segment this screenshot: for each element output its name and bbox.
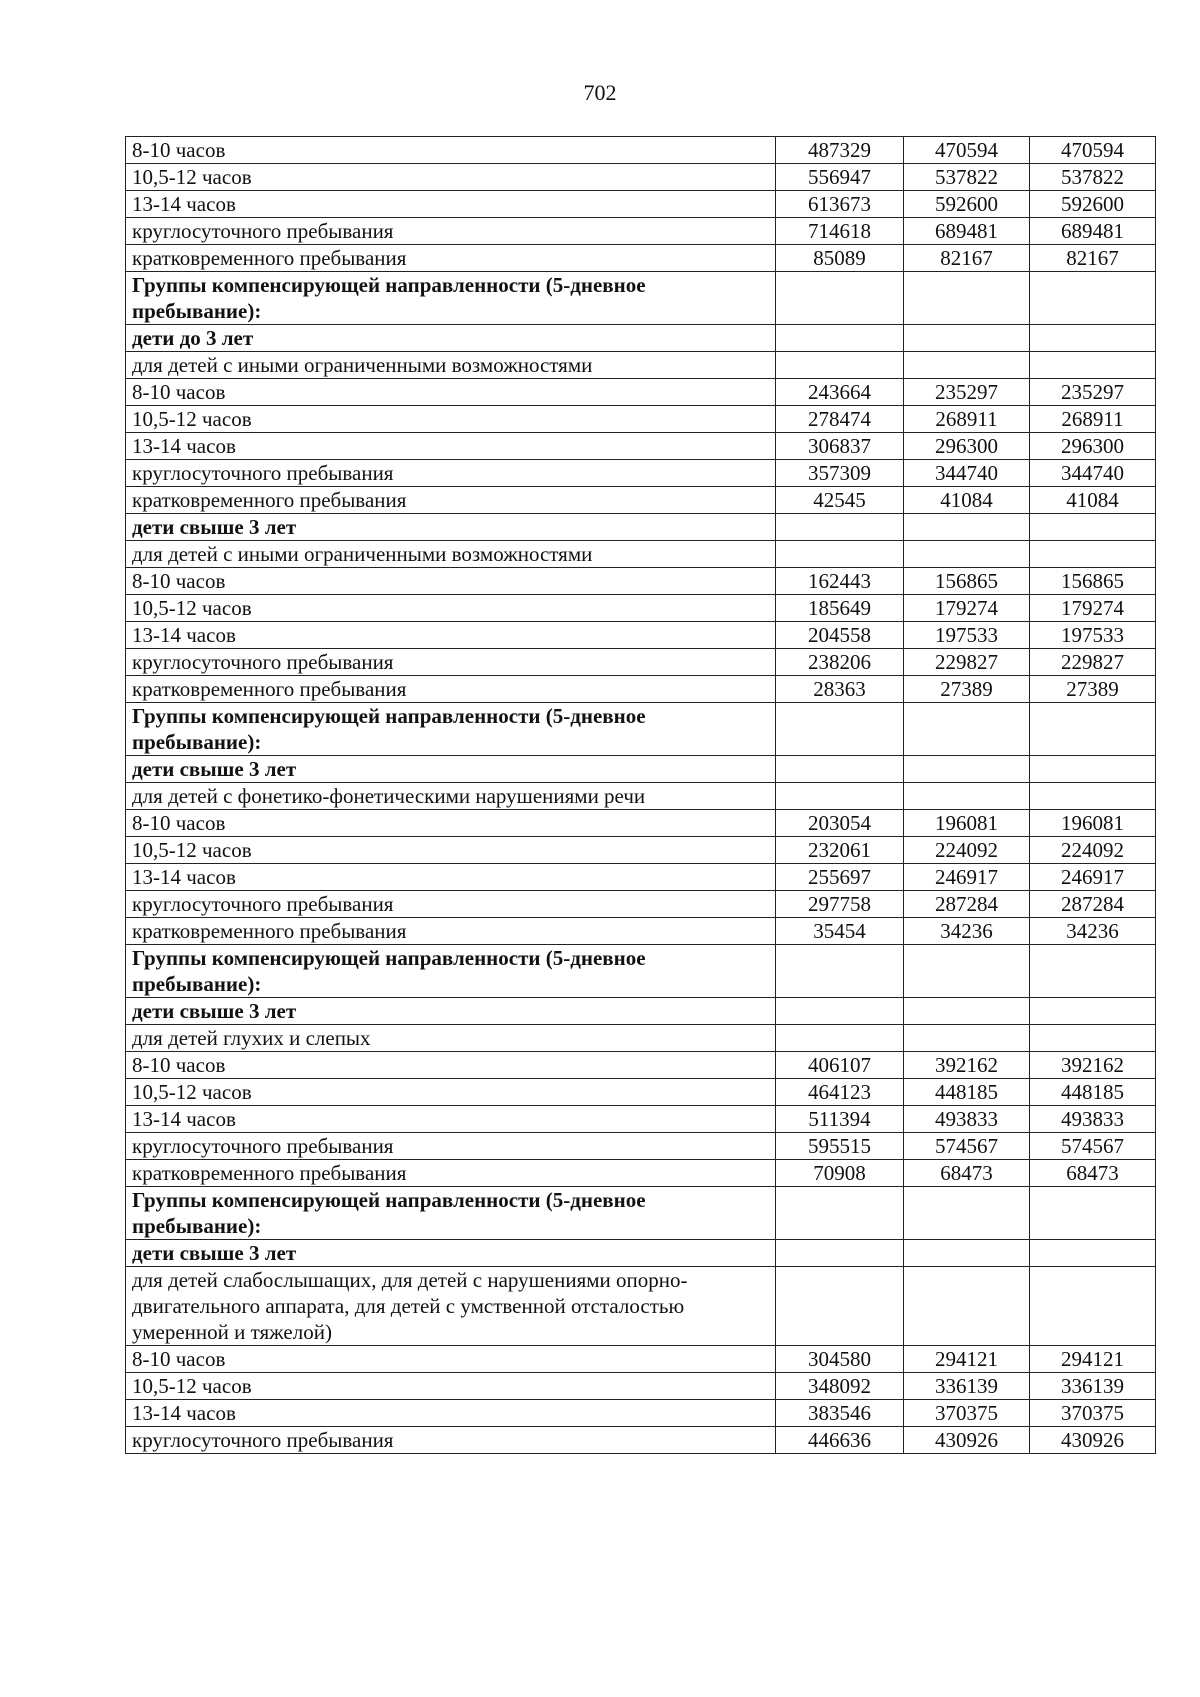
row-value-3: 370375 bbox=[1030, 1400, 1156, 1427]
row-value-2 bbox=[904, 783, 1030, 810]
row-value-3 bbox=[1030, 783, 1156, 810]
row-value-1: 42545 bbox=[776, 487, 904, 514]
table-row bbox=[126, 1079, 1156, 1106]
table-row bbox=[126, 352, 1156, 379]
row-label: 10,5-12 часов bbox=[126, 1079, 776, 1106]
row-value-2: 392162 bbox=[904, 1052, 1030, 1079]
row-value-3: 246917 bbox=[1030, 864, 1156, 891]
row-value-2 bbox=[904, 514, 1030, 541]
row-value-2: 68473 bbox=[904, 1160, 1030, 1187]
table-row bbox=[126, 514, 1156, 541]
row-value-3 bbox=[1030, 945, 1156, 998]
row-value-2 bbox=[904, 998, 1030, 1025]
row-label: кратковременного пребывания bbox=[126, 676, 776, 703]
row-value-1 bbox=[776, 541, 904, 568]
table-row bbox=[126, 433, 1156, 460]
row-value-2: 224092 bbox=[904, 837, 1030, 864]
row-value-1: 714618 bbox=[776, 218, 904, 245]
row-label: 13-14 часов bbox=[126, 1106, 776, 1133]
row-label: 8-10 часов bbox=[126, 137, 776, 164]
row-label: 8-10 часов bbox=[126, 810, 776, 837]
row-value-3 bbox=[1030, 514, 1156, 541]
row-label: 8-10 часов bbox=[126, 379, 776, 406]
table-row bbox=[126, 406, 1156, 433]
row-value-3: 27389 bbox=[1030, 676, 1156, 703]
row-value-1: 70908 bbox=[776, 1160, 904, 1187]
row-label: кратковременного пребывания bbox=[126, 487, 776, 514]
table-row bbox=[126, 379, 1156, 406]
row-value-2: 344740 bbox=[904, 460, 1030, 487]
row-value-1: 278474 bbox=[776, 406, 904, 433]
table-row bbox=[126, 245, 1156, 272]
row-value-1: 28363 bbox=[776, 676, 904, 703]
row-label: дети до 3 лет bbox=[126, 325, 776, 352]
row-value-1: 348092 bbox=[776, 1373, 904, 1400]
table-row bbox=[126, 622, 1156, 649]
row-value-3 bbox=[1030, 1240, 1156, 1267]
row-value-3 bbox=[1030, 352, 1156, 379]
table-row bbox=[126, 460, 1156, 487]
row-value-1: 487329 bbox=[776, 137, 904, 164]
table-row bbox=[126, 325, 1156, 352]
row-value-1 bbox=[776, 1187, 904, 1240]
row-value-1 bbox=[776, 756, 904, 783]
tariff-table bbox=[125, 136, 1156, 1454]
row-value-1: 255697 bbox=[776, 864, 904, 891]
row-label: 10,5-12 часов bbox=[126, 1373, 776, 1400]
row-label: кратковременного пребывания bbox=[126, 1160, 776, 1187]
row-value-2 bbox=[904, 1267, 1030, 1346]
table-row bbox=[126, 756, 1156, 783]
row-value-1 bbox=[776, 998, 904, 1025]
row-value-3: 493833 bbox=[1030, 1106, 1156, 1133]
row-value-2 bbox=[904, 352, 1030, 379]
row-value-3: 537822 bbox=[1030, 164, 1156, 191]
row-value-1: 511394 bbox=[776, 1106, 904, 1133]
table-row bbox=[126, 1160, 1156, 1187]
row-value-3: 229827 bbox=[1030, 649, 1156, 676]
row-value-1: 595515 bbox=[776, 1133, 904, 1160]
row-value-3: 287284 bbox=[1030, 891, 1156, 918]
row-value-1: 35454 bbox=[776, 918, 904, 945]
table-row bbox=[126, 810, 1156, 837]
row-label: для детей слабослышащих, для детей с нарушениями опорно-двигательного аппарата, для детей с умственной отсталостью умеренной и тяжелой) bbox=[126, 1267, 776, 1346]
table-row bbox=[126, 918, 1156, 945]
row-value-1 bbox=[776, 272, 904, 325]
table-row bbox=[126, 1346, 1156, 1373]
row-value-3: 392162 bbox=[1030, 1052, 1156, 1079]
row-value-2: 537822 bbox=[904, 164, 1030, 191]
row-value-2: 336139 bbox=[904, 1373, 1030, 1400]
page-number: 702 bbox=[583, 80, 617, 105]
row-value-3: 197533 bbox=[1030, 622, 1156, 649]
row-value-2 bbox=[904, 756, 1030, 783]
row-value-3: 41084 bbox=[1030, 487, 1156, 514]
row-value-2 bbox=[904, 703, 1030, 756]
row-label: круглосуточного пребывания bbox=[126, 649, 776, 676]
table-row bbox=[126, 541, 1156, 568]
table-row bbox=[126, 595, 1156, 622]
table-row bbox=[126, 1240, 1156, 1267]
row-value-1: 406107 bbox=[776, 1052, 904, 1079]
row-label: Группы компенсирующей направленности (5-дневное пребывание): bbox=[126, 1187, 776, 1240]
row-value-3: 294121 bbox=[1030, 1346, 1156, 1373]
row-value-2: 287284 bbox=[904, 891, 1030, 918]
row-label: 13-14 часов bbox=[126, 1400, 776, 1427]
row-value-3: 68473 bbox=[1030, 1160, 1156, 1187]
row-value-2: 41084 bbox=[904, 487, 1030, 514]
row-value-3: 179274 bbox=[1030, 595, 1156, 622]
row-label: 13-14 часов bbox=[126, 433, 776, 460]
table-row bbox=[126, 191, 1156, 218]
row-value-3: 196081 bbox=[1030, 810, 1156, 837]
table-row bbox=[126, 487, 1156, 514]
row-value-2: 294121 bbox=[904, 1346, 1030, 1373]
table-row bbox=[126, 864, 1156, 891]
row-value-2: 196081 bbox=[904, 810, 1030, 837]
table-row bbox=[126, 945, 1156, 998]
table-row bbox=[126, 783, 1156, 810]
row-value-1 bbox=[776, 703, 904, 756]
row-value-1 bbox=[776, 945, 904, 998]
table-row bbox=[126, 1400, 1156, 1427]
table-row bbox=[126, 218, 1156, 245]
row-value-1: 446636 bbox=[776, 1427, 904, 1454]
row-value-3: 430926 bbox=[1030, 1427, 1156, 1454]
row-label: круглосуточного пребывания bbox=[126, 1427, 776, 1454]
row-value-1 bbox=[776, 352, 904, 379]
row-value-2: 82167 bbox=[904, 245, 1030, 272]
row-label: кратковременного пребывания bbox=[126, 245, 776, 272]
row-label: круглосуточного пребывания bbox=[126, 460, 776, 487]
table-row bbox=[126, 891, 1156, 918]
row-label: кратковременного пребывания bbox=[126, 918, 776, 945]
table-row bbox=[126, 1187, 1156, 1240]
row-label: 8-10 часов bbox=[126, 1346, 776, 1373]
row-value-3: 296300 bbox=[1030, 433, 1156, 460]
row-value-2 bbox=[904, 1240, 1030, 1267]
row-value-1: 357309 bbox=[776, 460, 904, 487]
row-value-1: 464123 bbox=[776, 1079, 904, 1106]
row-value-1 bbox=[776, 325, 904, 352]
row-value-2: 592600 bbox=[904, 191, 1030, 218]
row-value-2: 197533 bbox=[904, 622, 1030, 649]
row-value-2: 27389 bbox=[904, 676, 1030, 703]
table-row bbox=[126, 703, 1156, 756]
row-value-3 bbox=[1030, 1187, 1156, 1240]
row-label: круглосуточного пребывания bbox=[126, 891, 776, 918]
table-row bbox=[126, 272, 1156, 325]
row-label: для детей с фонетико-фонетическими нарушениями речи bbox=[126, 783, 776, 810]
row-label: 10,5-12 часов bbox=[126, 595, 776, 622]
row-value-3 bbox=[1030, 1267, 1156, 1346]
row-value-2: 574567 bbox=[904, 1133, 1030, 1160]
row-value-2: 156865 bbox=[904, 568, 1030, 595]
table-row bbox=[126, 137, 1156, 164]
row-value-3 bbox=[1030, 541, 1156, 568]
row-value-3: 34236 bbox=[1030, 918, 1156, 945]
row-label: круглосуточного пребывания bbox=[126, 1133, 776, 1160]
row-value-2 bbox=[904, 1025, 1030, 1052]
row-value-2: 370375 bbox=[904, 1400, 1030, 1427]
row-value-2 bbox=[904, 272, 1030, 325]
row-value-1: 204558 bbox=[776, 622, 904, 649]
row-value-2: 229827 bbox=[904, 649, 1030, 676]
row-value-2 bbox=[904, 1187, 1030, 1240]
row-label: 8-10 часов bbox=[126, 1052, 776, 1079]
row-value-1 bbox=[776, 514, 904, 541]
row-value-2: 296300 bbox=[904, 433, 1030, 460]
row-value-3 bbox=[1030, 1025, 1156, 1052]
row-value-1: 162443 bbox=[776, 568, 904, 595]
row-value-1: 383546 bbox=[776, 1400, 904, 1427]
row-label: Группы компенсирующей направленности (5-дневное пребывание): bbox=[126, 272, 776, 325]
row-value-3 bbox=[1030, 998, 1156, 1025]
table-row bbox=[126, 1025, 1156, 1052]
row-value-2 bbox=[904, 325, 1030, 352]
table-row bbox=[126, 837, 1156, 864]
row-value-2: 246917 bbox=[904, 864, 1030, 891]
row-label: Группы компенсирующей направленности (5-дневное пребывание): bbox=[126, 703, 776, 756]
row-value-2 bbox=[904, 541, 1030, 568]
row-value-1: 304580 bbox=[776, 1346, 904, 1373]
table-row bbox=[126, 568, 1156, 595]
row-value-2: 430926 bbox=[904, 1427, 1030, 1454]
row-value-3: 470594 bbox=[1030, 137, 1156, 164]
row-value-1: 85089 bbox=[776, 245, 904, 272]
row-value-3: 156865 bbox=[1030, 568, 1156, 595]
row-value-1 bbox=[776, 1025, 904, 1052]
row-value-1: 203054 bbox=[776, 810, 904, 837]
row-value-2: 268911 bbox=[904, 406, 1030, 433]
table-row bbox=[126, 649, 1156, 676]
row-label: 13-14 часов bbox=[126, 191, 776, 218]
row-value-1: 243664 bbox=[776, 379, 904, 406]
table-row bbox=[126, 164, 1156, 191]
row-label: дети свыше 3 лет bbox=[126, 756, 776, 783]
row-label: круглосуточного пребывания bbox=[126, 218, 776, 245]
row-value-3 bbox=[1030, 703, 1156, 756]
row-value-2: 448185 bbox=[904, 1079, 1030, 1106]
row-value-3: 235297 bbox=[1030, 379, 1156, 406]
row-label: дети свыше 3 лет bbox=[126, 998, 776, 1025]
row-value-1: 297758 bbox=[776, 891, 904, 918]
table-row bbox=[126, 1133, 1156, 1160]
row-label: для детей с иными ограниченными возможностями bbox=[126, 352, 776, 379]
row-value-2: 235297 bbox=[904, 379, 1030, 406]
row-label: 10,5-12 часов bbox=[126, 837, 776, 864]
row-value-1 bbox=[776, 1240, 904, 1267]
row-value-3: 448185 bbox=[1030, 1079, 1156, 1106]
row-label: 8-10 часов bbox=[126, 568, 776, 595]
row-value-3: 689481 bbox=[1030, 218, 1156, 245]
row-label: для детей с иными ограниченными возможностями bbox=[126, 541, 776, 568]
row-label: Группы компенсирующей направленности (5-дневное пребывание): bbox=[126, 945, 776, 998]
row-value-2: 493833 bbox=[904, 1106, 1030, 1133]
table-row bbox=[126, 1373, 1156, 1400]
table-row bbox=[126, 1052, 1156, 1079]
row-value-1: 238206 bbox=[776, 649, 904, 676]
row-value-3 bbox=[1030, 756, 1156, 783]
row-value-2: 689481 bbox=[904, 218, 1030, 245]
row-value-3: 268911 bbox=[1030, 406, 1156, 433]
row-value-1 bbox=[776, 783, 904, 810]
row-value-2: 470594 bbox=[904, 137, 1030, 164]
row-value-1: 232061 bbox=[776, 837, 904, 864]
table-row bbox=[126, 1106, 1156, 1133]
row-value-1: 185649 bbox=[776, 595, 904, 622]
row-value-3: 344740 bbox=[1030, 460, 1156, 487]
row-value-1 bbox=[776, 1267, 904, 1346]
row-value-2: 34236 bbox=[904, 918, 1030, 945]
row-value-3: 592600 bbox=[1030, 191, 1156, 218]
row-label: 13-14 часов bbox=[126, 864, 776, 891]
row-value-1: 556947 bbox=[776, 164, 904, 191]
row-label: для детей глухих и слепых bbox=[126, 1025, 776, 1052]
row-value-3: 574567 bbox=[1030, 1133, 1156, 1160]
row-value-1: 613673 bbox=[776, 191, 904, 218]
row-value-1: 306837 bbox=[776, 433, 904, 460]
row-label: 13-14 часов bbox=[126, 622, 776, 649]
row-value-3 bbox=[1030, 272, 1156, 325]
row-label: 10,5-12 часов bbox=[126, 164, 776, 191]
row-label: дети свыше 3 лет bbox=[126, 514, 776, 541]
row-value-3 bbox=[1030, 325, 1156, 352]
row-value-3: 336139 bbox=[1030, 1373, 1156, 1400]
table-row bbox=[126, 1267, 1156, 1346]
row-label: дети свыше 3 лет bbox=[126, 1240, 776, 1267]
row-value-2 bbox=[904, 945, 1030, 998]
row-value-3: 82167 bbox=[1030, 245, 1156, 272]
row-value-3: 224092 bbox=[1030, 837, 1156, 864]
row-label: 10,5-12 часов bbox=[126, 406, 776, 433]
table-row bbox=[126, 998, 1156, 1025]
table-row bbox=[126, 1427, 1156, 1454]
row-value-2: 179274 bbox=[904, 595, 1030, 622]
table-row bbox=[126, 676, 1156, 703]
